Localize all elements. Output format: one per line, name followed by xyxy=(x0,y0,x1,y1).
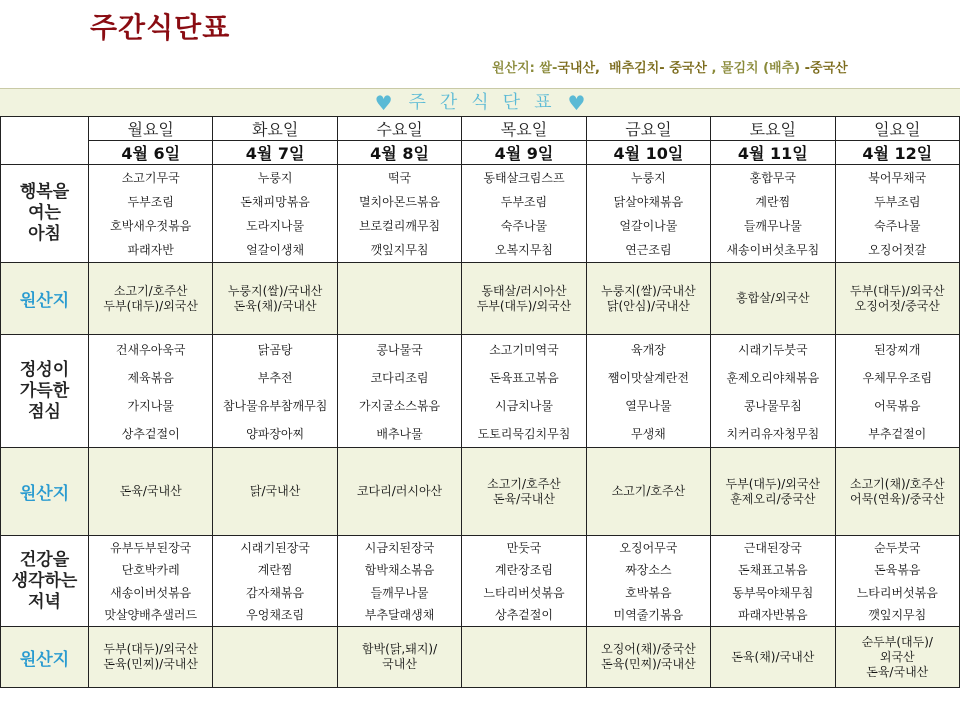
menu-cell xyxy=(711,165,835,263)
origin-cell xyxy=(89,627,213,688)
origin-entry: 소고기/호주산 xyxy=(113,283,188,298)
origin-entry: 동태살/러시아산 xyxy=(481,283,567,298)
origin-entry: 누룽지(쌀)/국내산 xyxy=(601,283,696,298)
menu-item: 가지나물 xyxy=(127,398,174,413)
origin-note-water-kimchi: -중국산 xyxy=(804,61,848,76)
menu-item: 닭곰탕 xyxy=(257,342,293,357)
menu-item: 우엉채조림 xyxy=(246,608,305,623)
origin-note xyxy=(492,57,848,76)
day-header: 토요일 xyxy=(711,117,835,141)
menu-item: 시금치된장국 xyxy=(364,540,435,555)
menu-item: 열무나물 xyxy=(625,398,672,413)
menu-item: 계란찜 xyxy=(257,563,293,578)
origin-cell xyxy=(586,263,710,335)
origin-entry: 오징어(채)/중국산 xyxy=(601,642,696,656)
menu-item: 떡국 xyxy=(387,170,412,185)
menu-item: 두부조림 xyxy=(874,194,921,209)
origin-entry: 홍합살/외국산 xyxy=(736,291,810,305)
menu-cell xyxy=(213,335,337,448)
origin-entry: 누룽지(쌀)/국내산 xyxy=(227,283,323,298)
origin-cell xyxy=(213,263,337,335)
origin-cell xyxy=(89,263,213,335)
origin-entry: 돈육/국내산 xyxy=(866,664,929,679)
menu-item: 계란장조림 xyxy=(494,563,553,578)
menu-item: 치커리유자청무침 xyxy=(726,426,820,441)
menu-item: 두부조림 xyxy=(500,194,548,209)
menu-item: 브로컬리깨무침 xyxy=(358,219,441,234)
menu-cell xyxy=(586,335,710,448)
menu-item: 소고기미역국 xyxy=(489,342,559,357)
origin-cell xyxy=(586,448,710,536)
origin-note-kimchi: 중국산 xyxy=(669,61,707,76)
menu-item: 호박볶음 xyxy=(625,585,672,600)
meal-label-line: 건강을 xyxy=(19,549,70,570)
menu-item: 코다리조림 xyxy=(370,370,429,385)
menu-item: 호박새우젓볶음 xyxy=(110,219,192,234)
menu-item: 얼갈이나물 xyxy=(619,219,678,234)
origin-cell xyxy=(711,448,835,536)
menu-item: 돈육볶음 xyxy=(874,563,921,578)
menu-item: 시래기된장국 xyxy=(240,540,310,555)
menu-item: 새송이버섯볶음 xyxy=(110,585,192,600)
menu-item: 맛살양배추샐러드 xyxy=(104,608,198,623)
origin-entry: 두부(대두)/외국산 xyxy=(103,298,198,313)
menu-item: 된장찌개 xyxy=(874,342,921,357)
origin-cell xyxy=(337,263,461,335)
menu-item: 숙주나물 xyxy=(500,219,548,234)
menu-cell xyxy=(835,335,959,448)
date-header: 4월 11일 xyxy=(711,141,835,165)
menu-item: 계란찜 xyxy=(755,194,791,209)
menu-item: 누룽지 xyxy=(631,170,666,185)
menu-item: 소고기무국 xyxy=(121,170,180,185)
menu-item: 참나물유부참깨무침 xyxy=(222,398,328,413)
menu-item: 도라지나물 xyxy=(246,219,305,234)
menu-item: 들깨무나물 xyxy=(743,219,802,234)
day-header: 화요일 xyxy=(213,117,337,141)
menu-cell xyxy=(89,536,213,627)
menu-cell xyxy=(462,165,586,263)
origin-entry: 국내산 xyxy=(382,657,417,671)
menu-item: 들깨무나물 xyxy=(370,585,429,600)
origin-entry: 함박(닭,돼지)/ xyxy=(361,642,438,656)
menu-item: 감자채볶음 xyxy=(246,585,305,600)
origin-cell xyxy=(213,627,337,688)
menu-item: 도토리묵김치무침 xyxy=(477,426,571,441)
menu-item: 얼갈이생채 xyxy=(246,243,305,258)
date-header: 4월 12일 xyxy=(835,141,959,165)
menu-item: 순두붓국 xyxy=(874,540,921,555)
menu-item: 부추겉절이 xyxy=(868,426,927,441)
menu-item: 누룽지 xyxy=(257,170,293,185)
menu-item: 깻잎지무침 xyxy=(868,608,927,623)
menu-item: 콩나물무침 xyxy=(743,398,802,413)
date-header: 4월 7일 xyxy=(213,141,337,165)
day-header: 수요일 xyxy=(337,117,461,141)
origin-entry: 소고기(채)/호주산 xyxy=(849,476,945,491)
page-title: 주간식단표 xyxy=(90,11,231,44)
menu-item: 연근조림 xyxy=(625,243,672,258)
lunch-row xyxy=(1,335,960,448)
origin-label: 원산지 xyxy=(1,263,89,335)
menu-cell xyxy=(711,335,835,448)
origin-label: 원산지 xyxy=(1,627,89,688)
origin-entry: 소고기/호주산 xyxy=(611,484,686,498)
origin-cell xyxy=(213,448,337,536)
day-header: 금요일 xyxy=(586,117,710,141)
table-corner xyxy=(1,117,89,165)
menu-item: 콩나물국 xyxy=(376,342,423,357)
menu-item: 훈제오리야채볶음 xyxy=(726,370,820,385)
menu-item: 파래자반볶음 xyxy=(738,608,808,623)
dinner-label xyxy=(1,536,89,627)
origin-cell xyxy=(711,627,835,688)
lunch-origin-row xyxy=(1,448,960,536)
menu-cell xyxy=(89,335,213,448)
origin-entry: 돈육(민찌)/국내산 xyxy=(601,657,696,671)
origin-entry: 닭(안심)/국내산 xyxy=(606,298,690,313)
origin-entry: 어묵(연육)/중국산 xyxy=(849,491,945,506)
origin-cell xyxy=(462,627,586,688)
origin-entry: 닭/국내산 xyxy=(249,484,301,498)
menu-item: 부추전 xyxy=(257,370,293,385)
menu-item: 깻잎지무침 xyxy=(370,243,429,258)
menu-cell xyxy=(711,536,835,627)
menu-cell xyxy=(213,536,337,627)
menu-item: 동태살크림스프 xyxy=(483,170,565,185)
origin-cell xyxy=(337,627,461,688)
origin-cell xyxy=(711,263,835,335)
menu-item: 가지굴소스볶음 xyxy=(358,398,441,413)
heart-icon: ♥ xyxy=(374,91,393,115)
menu-item: 새송이버섯초무침 xyxy=(726,243,820,258)
meal-label-line: 가득한 xyxy=(19,380,70,401)
banner-title: 주간식단표 xyxy=(408,92,566,113)
menu-item: 우체무우조림 xyxy=(862,370,933,385)
meal-label-line: 저녁 xyxy=(28,591,61,612)
heart-icon: ♥ xyxy=(567,91,586,115)
menu-item: 상추겉절이 xyxy=(494,608,553,623)
menu-item: 돈채표고볶음 xyxy=(738,563,808,578)
menu-cell xyxy=(337,165,461,263)
origin-note-prefix: 원산지: 쌀- xyxy=(492,61,558,76)
dinner-origin-row xyxy=(1,627,960,688)
menu-item: 파래자반 xyxy=(127,243,174,258)
origin-cell xyxy=(462,263,586,335)
menu-cell xyxy=(337,536,461,627)
origin-entry: 순두부(대두)/ xyxy=(861,634,933,649)
meal-label-line: 생각하는 xyxy=(11,570,78,591)
menu-item: 유부두부된장국 xyxy=(110,540,192,555)
meal-label-line: 여는 xyxy=(28,203,61,223)
origin-note-kimchi-label: 배추김치- xyxy=(609,61,665,76)
menu-item: 두부조림 xyxy=(127,194,174,209)
menu-item: 동부묵야채무침 xyxy=(732,585,814,600)
menu-table xyxy=(0,116,960,688)
menu-item: 돈채피망볶음 xyxy=(240,194,310,209)
menu-item: 오징어젓갈 xyxy=(868,243,927,258)
origin-entry: 두부(대두)/외국산 xyxy=(725,476,821,491)
banner xyxy=(0,88,960,118)
breakfast-row xyxy=(1,165,960,263)
origin-label: 원산지 xyxy=(1,448,89,536)
menu-item: 만둣국 xyxy=(506,540,542,555)
date-header: 4월 10일 xyxy=(586,141,710,165)
date-header: 4월 9일 xyxy=(462,141,586,165)
menu-item: 육개장 xyxy=(631,342,666,357)
menu-item: 짜장소스 xyxy=(625,563,672,578)
menu-item: 홍합무국 xyxy=(749,170,796,185)
breakfast-label xyxy=(1,165,89,263)
menu-cell xyxy=(462,335,586,448)
origin-cell xyxy=(835,263,959,335)
menu-item: 숙주나물 xyxy=(874,219,921,234)
menu-item: 무생채 xyxy=(631,426,666,441)
day-header: 목요일 xyxy=(462,117,586,141)
menu-item: 미역줄기볶음 xyxy=(613,608,684,623)
origin-entry: 코다리/러시아산 xyxy=(356,484,443,498)
menu-item: 시금치나물 xyxy=(494,398,553,413)
origin-entry: 돈육(채)/국내산 xyxy=(731,649,815,664)
origin-note-rice: 국내산, xyxy=(557,61,600,76)
date-header: 4월 8일 xyxy=(337,141,461,165)
origin-cell xyxy=(586,627,710,688)
date-header-row xyxy=(1,141,960,165)
origin-entry: 오징어젓/중국산 xyxy=(854,298,940,313)
menu-item: 느타리버섯볶음 xyxy=(856,585,938,600)
menu-item: 함박채소볶음 xyxy=(364,563,435,578)
origin-entry: 두부(대두)/외국산 xyxy=(849,283,945,298)
menu-item: 오복지무침 xyxy=(494,243,553,258)
dinner-row xyxy=(1,536,960,627)
origin-cell xyxy=(89,448,213,536)
origin-entry: 두부(대두)/외국산 xyxy=(103,642,198,656)
breakfast-origin-row xyxy=(1,263,960,335)
meal-label-line: 점심 xyxy=(28,401,61,422)
origin-entry: 외국산 xyxy=(879,649,915,664)
menu-item: 근대된장국 xyxy=(743,540,802,555)
origin-cell xyxy=(835,627,959,688)
menu-item: 양파장아찌 xyxy=(246,426,305,441)
lunch-label xyxy=(1,335,89,448)
menu-item: 시래기두붓국 xyxy=(738,342,808,357)
menu-cell xyxy=(835,165,959,263)
day-header-row xyxy=(1,117,960,141)
origin-entry: 돈육(민찌)/국내산 xyxy=(103,657,198,671)
menu-item: 북어무채국 xyxy=(868,170,927,185)
menu-item: 부추달래생채 xyxy=(364,608,435,623)
menu-cell xyxy=(462,536,586,627)
menu-cell xyxy=(337,335,461,448)
menu-cell xyxy=(835,536,959,627)
origin-entry: 돈육/국내산 xyxy=(492,491,555,506)
origin-note-water-kimchi-label: , 물김치 (배추) xyxy=(711,61,801,76)
menu-item: 어묵볶음 xyxy=(874,398,921,413)
origin-cell xyxy=(835,448,959,536)
origin-entry: 훈제오리/중국산 xyxy=(730,491,816,506)
menu-item: 돈육표고볶음 xyxy=(489,370,559,385)
origin-cell xyxy=(462,448,586,536)
menu-cell xyxy=(586,165,710,263)
menu-item: 닭살야채볶음 xyxy=(613,194,684,209)
menu-item: 건새우아욱국 xyxy=(115,342,186,357)
origin-entry: 두부(대두)/외국산 xyxy=(476,298,572,313)
menu-cell xyxy=(586,536,710,627)
menu-item: 느타리버섯볶음 xyxy=(483,585,565,600)
day-header: 일요일 xyxy=(835,117,959,141)
meal-label-line: 아침 xyxy=(28,224,61,244)
origin-cell xyxy=(337,448,461,536)
date-header: 4월 6일 xyxy=(89,141,213,165)
menu-item: 쨈이맛살계란전 xyxy=(607,370,689,385)
menu-item: 상추겉절이 xyxy=(121,426,180,441)
meal-label-line: 정성이 xyxy=(19,359,70,380)
origin-entry: 돈육/국내산 xyxy=(119,484,182,498)
menu-cell xyxy=(213,165,337,263)
menu-item: 멸치아몬드볶음 xyxy=(358,194,441,209)
menu-cell xyxy=(89,165,213,263)
menu-item: 제육볶음 xyxy=(127,370,174,385)
origin-entry: 돈육(채)/국내산 xyxy=(233,298,317,313)
menu-item: 오징어무국 xyxy=(619,540,678,555)
menu-item: 배추나물 xyxy=(376,426,423,441)
menu-item: 단호박카레 xyxy=(121,563,180,578)
meal-label-line: 행복을 xyxy=(19,182,70,202)
day-header: 월요일 xyxy=(89,117,213,141)
origin-entry: 소고기/호주산 xyxy=(487,476,561,491)
